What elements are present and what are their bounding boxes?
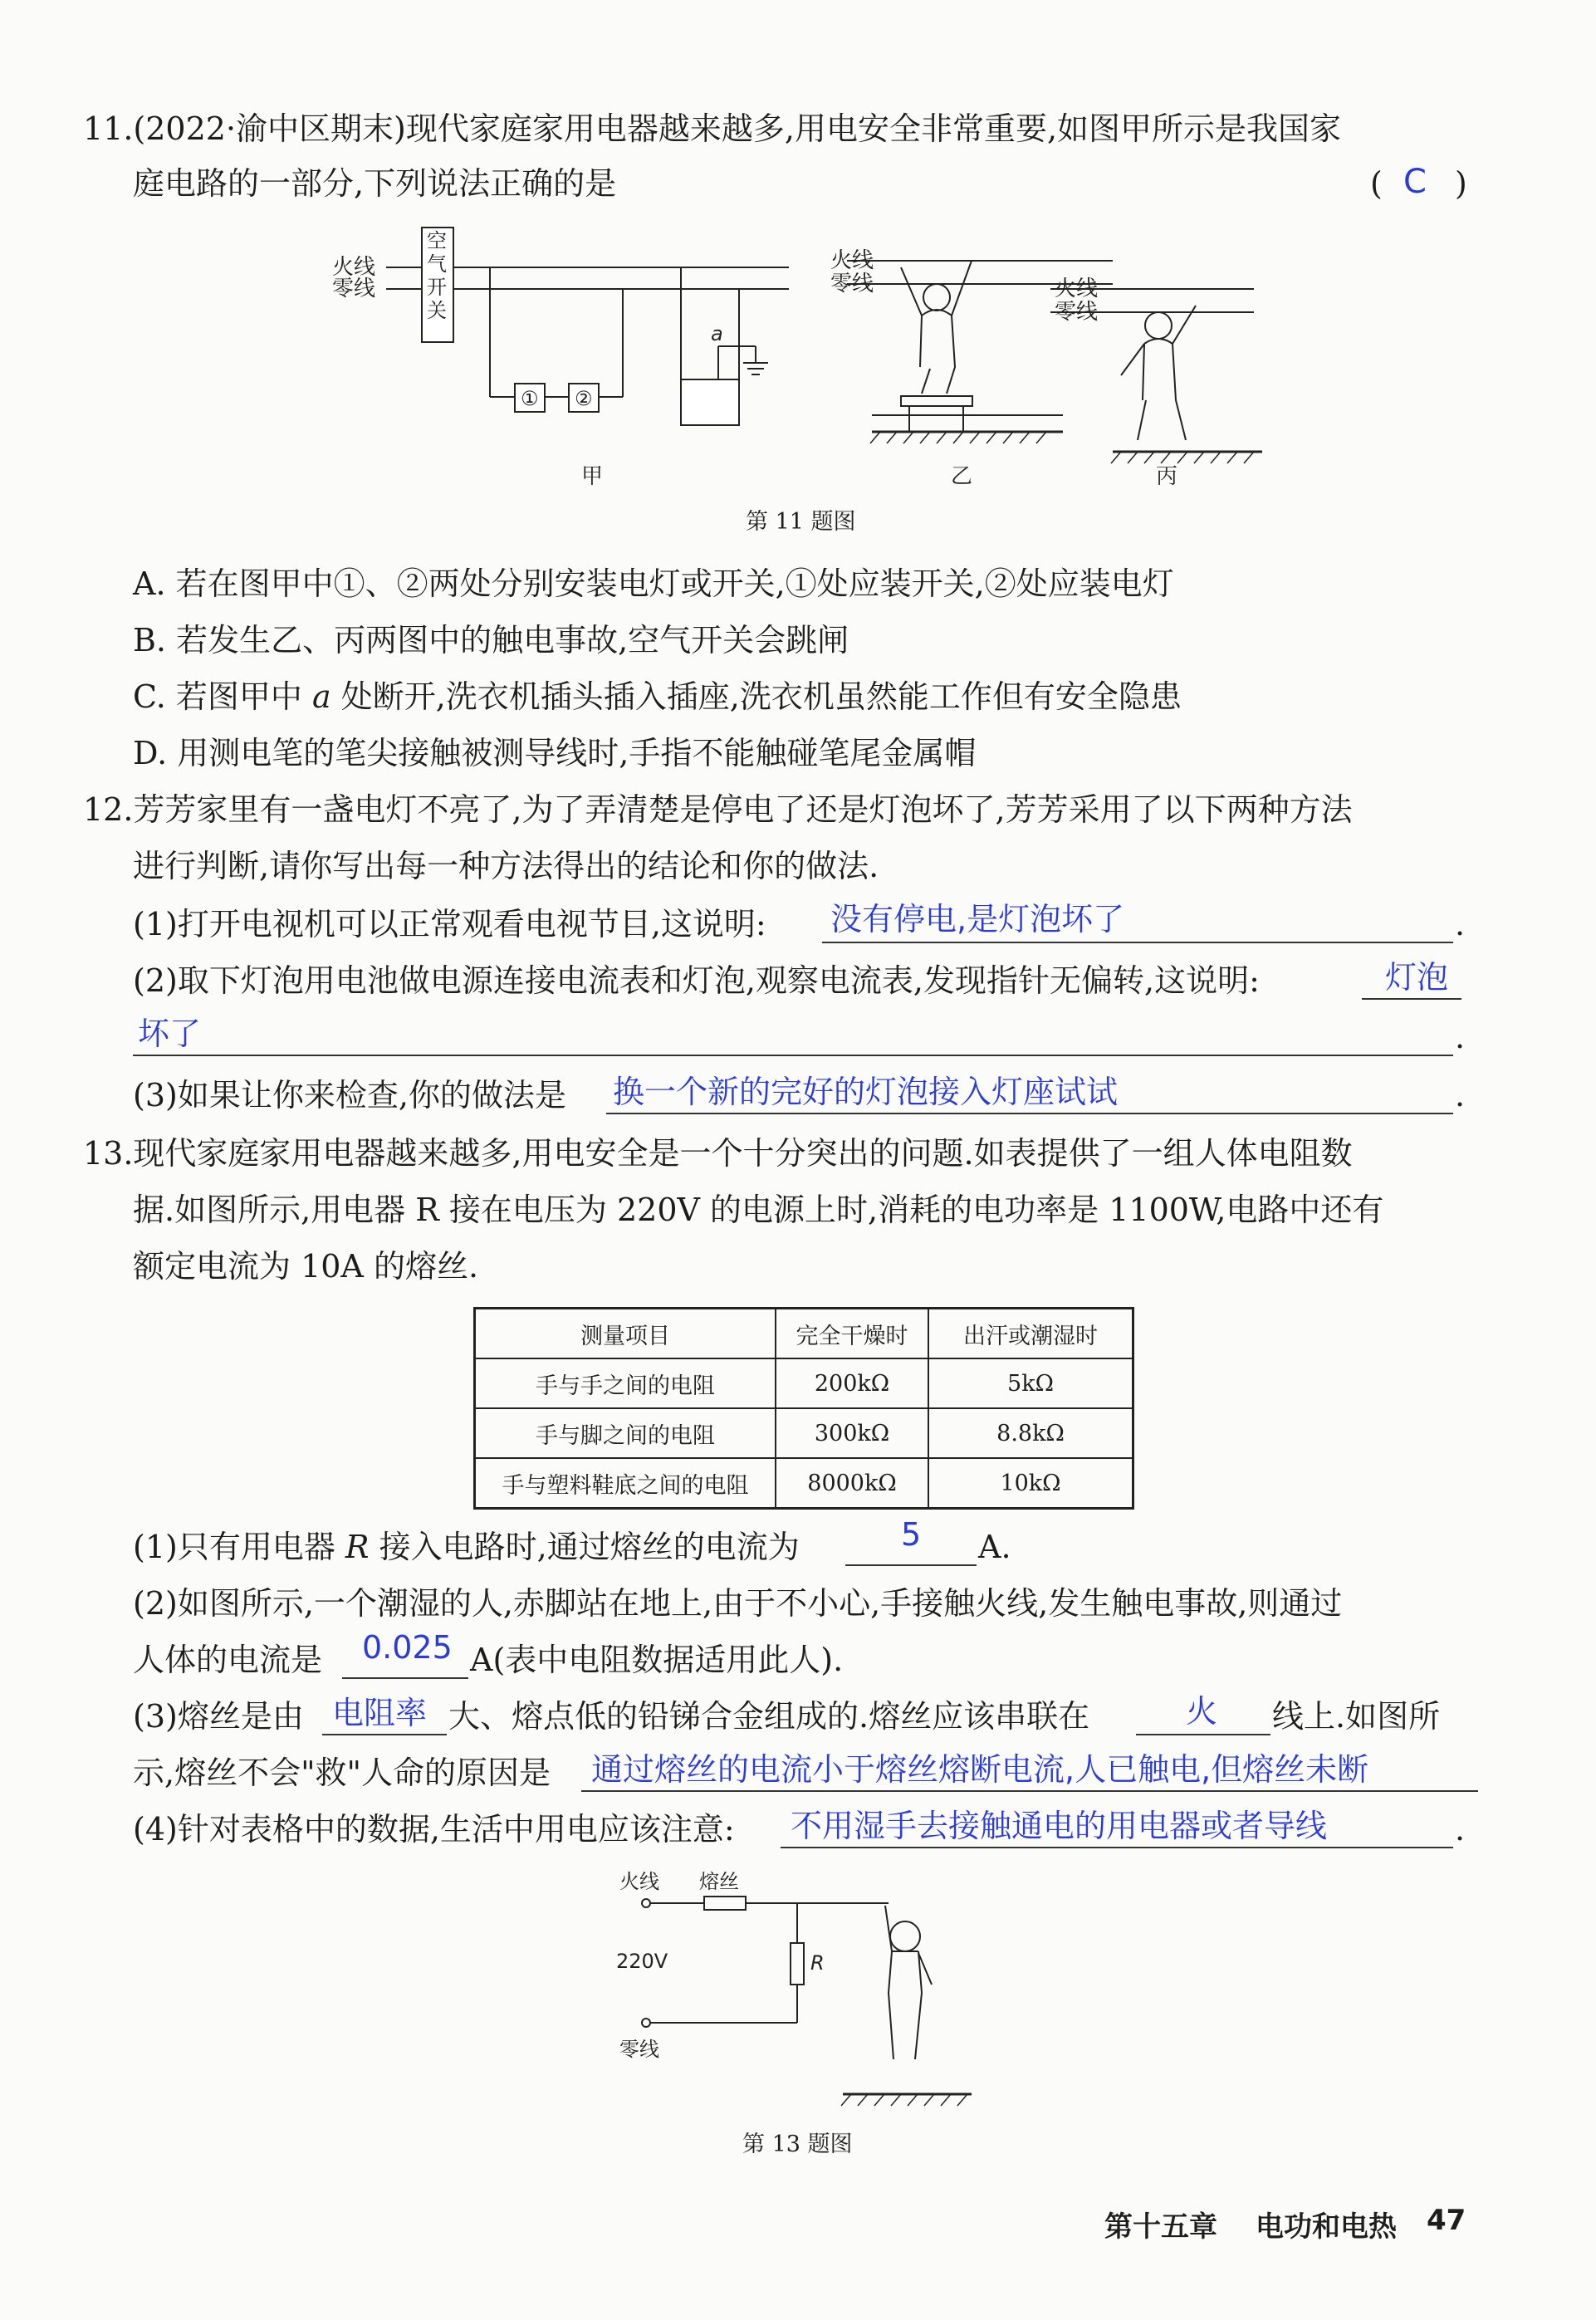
q12-p2-blank-b bbox=[133, 1055, 1453, 1056]
table-cell: 10kΩ bbox=[928, 1458, 1133, 1509]
q13-p2-pre: 人体的电流是 bbox=[133, 1642, 323, 1678]
q11-option-d: D. 用测电笔的笔尖接触被测导线时,手指不能触碰笔尾金属帽 bbox=[133, 735, 977, 771]
q13-p1-answer: 5 bbox=[901, 1516, 922, 1553]
q13-p4-blank bbox=[781, 1847, 1453, 1848]
q13-p1-text: (1)只有用电器 R 接入电路时,通过熔丝的电流为 bbox=[133, 1529, 800, 1565]
q12-p2-period: . bbox=[1455, 1019, 1466, 1055]
q12-p2-text: (2)取下灯泡用电池做电源连接电流表和灯泡,观察电流表,发现指针无偏转,这说明: bbox=[133, 962, 1260, 999]
q12-p2-blank-a bbox=[1362, 998, 1461, 1000]
table-row bbox=[475, 1358, 1133, 1408]
air-switch-label-4: 关 bbox=[427, 299, 447, 322]
q12-p2-answer-b: 坏了 bbox=[138, 1016, 202, 1052]
q11-answer-paren-open: ( bbox=[1370, 165, 1383, 202]
yi-neutral-label: 零线 bbox=[830, 272, 874, 296]
bing-caption: 丙 bbox=[1156, 464, 1178, 489]
q13-p3-post: 线上.如图所 bbox=[1272, 1698, 1441, 1735]
q12-p1-answer: 没有停电,是灯泡坏了 bbox=[830, 901, 1125, 937]
q11-stem-line2: 庭电路的一部分,下列说法正确的是 bbox=[133, 165, 617, 202]
q12-p3-blank bbox=[606, 1113, 1453, 1114]
q11-option-b: B. 若发生乙、丙两图中的触电事故,空气开关会跳闸 bbox=[133, 622, 849, 658]
table-cell: 手与脚之间的电阻 bbox=[475, 1408, 776, 1458]
table-row bbox=[475, 1458, 1133, 1509]
q13-stem-line1: 13.现代家庭家用电器越来越多,用电安全是一个十分突出的问题.如表提供了一组人体电阻数 bbox=[83, 1135, 1353, 1172]
q11-answer: C bbox=[1403, 163, 1427, 201]
page-number: 47 bbox=[1427, 2204, 1466, 2237]
circle-2-label: ② bbox=[575, 387, 593, 410]
jia-neutral-label: 零线 bbox=[332, 277, 376, 301]
q11-option-a: A. 若在图甲中①、②两处分别安装电灯或开关,①处应装开关,②处应装电灯 bbox=[133, 565, 1174, 602]
resistance-table bbox=[473, 1307, 1134, 1510]
q13-p3-mid: 大、熔点低的铅锑合金组成的.熔丝应该串联在 bbox=[448, 1698, 1090, 1735]
table-cell: 200kΩ bbox=[776, 1358, 928, 1408]
q13-p3-answer1: 电阻率 bbox=[332, 1695, 428, 1731]
q13-p3-answer3: 通过熔丝的电流小于熔丝熔断电流,人已触电,但熔丝未断 bbox=[591, 1751, 1369, 1788]
table-header-cell: 测量项目 bbox=[475, 1309, 776, 1359]
q12-stem-line1: 12.芳芳家里有一盏电灯不亮了,为了弄清楚是停电了还是灯泡坏了,芳芳采用了以下两种方法 bbox=[83, 791, 1353, 828]
yi-live-label: 火线 bbox=[830, 248, 874, 273]
jia-caption: 甲 bbox=[581, 464, 604, 489]
table-cell: 5kΩ bbox=[928, 1358, 1133, 1408]
q11-stem-line1: 11.(2022·渝中区期末)现代家庭家用电器越来越多,用电安全非常重要,如图甲所示是我国家 bbox=[83, 110, 1342, 147]
table-cell: 手与塑料鞋底之间的电阻 bbox=[475, 1458, 776, 1509]
q13-p4-answer: 不用湿手去接触通电的用电器或者导线 bbox=[791, 1808, 1328, 1844]
q12-p1-blank bbox=[822, 942, 1453, 943]
table-row bbox=[475, 1408, 1133, 1458]
bing-neutral-label: 零线 bbox=[1055, 300, 1099, 325]
table-header-cell: 完全干燥时 bbox=[776, 1309, 928, 1359]
q12-p1-period: . bbox=[1455, 906, 1466, 942]
table-cell: 手与手之间的电阻 bbox=[475, 1358, 776, 1408]
q13-p4-pre: (4)针对表格中的数据,生活中用电应该注意: bbox=[133, 1811, 735, 1848]
table-cell: 300kΩ bbox=[776, 1408, 928, 1458]
bing-live-label: 火线 bbox=[1055, 277, 1099, 301]
fig13-resistor-label: R bbox=[810, 1951, 825, 1975]
q12-p1-text: (1)打开电视机可以正常观看电视节目,这说明: bbox=[133, 906, 766, 942]
point-a-label: a bbox=[711, 322, 723, 345]
q13-figure-caption: 第 13 题图 bbox=[742, 2132, 853, 2157]
q13-p2-post: A(表中电阻数据适用此人). bbox=[470, 1642, 844, 1678]
fig13-neutral-label: 零线 bbox=[619, 2038, 659, 2061]
q11-answer-paren-close: ) bbox=[1455, 165, 1467, 202]
q11-figure bbox=[316, 218, 1295, 500]
yi-caption: 乙 bbox=[951, 464, 973, 489]
air-switch-label-3: 开 bbox=[427, 276, 447, 299]
q13-p2-line1: (2)如图所示,一个潮湿的人,赤脚站在地上,由于不小心,手接触火线,发生触电事故,则通过 bbox=[133, 1585, 1343, 1622]
q13-p3-blank2 bbox=[1136, 1734, 1270, 1735]
table-header-row bbox=[475, 1309, 1133, 1359]
circle-1-label: ① bbox=[521, 387, 539, 410]
q13-p3-pre: (3)熔丝是由 bbox=[133, 1698, 304, 1735]
q11-option-c: C. 若图甲中 a 处断开,洗衣机插头插入插座,洗衣机虽然能工作但有安全隐患 bbox=[133, 678, 1182, 715]
q12-stem-line2: 进行判断,请你写出每一种方法得出的结论和你的做法. bbox=[133, 848, 879, 884]
q12-p2-answer-a: 灯泡 bbox=[1385, 959, 1449, 996]
q13-p2-blank bbox=[342, 1677, 468, 1679]
footer-title: 电功和电热 bbox=[1256, 2210, 1397, 2244]
q13-figure bbox=[606, 1860, 1005, 2126]
jia-live-label: 火线 bbox=[332, 255, 376, 280]
air-switch-label-1: 空 bbox=[427, 229, 447, 252]
q13-p3-blank3 bbox=[581, 1790, 1478, 1792]
q13-p3-answer2: 火 bbox=[1186, 1693, 1218, 1730]
q13-p3-blank1 bbox=[322, 1734, 447, 1735]
q13-p1-unit: A. bbox=[978, 1529, 1011, 1565]
q13-stem-line3: 额定电流为 10A 的熔丝. bbox=[133, 1248, 479, 1285]
q11-figure-caption: 第 11 题图 bbox=[746, 509, 856, 535]
q13-p1-blank bbox=[845, 1564, 977, 1566]
table-cell: 8000kΩ bbox=[776, 1458, 928, 1509]
q13-stem-line2: 据.如图所示,用电器 R 接在电压为 220V 的电源上时,消耗的电功率是 1100W,电路中还有 bbox=[133, 1192, 1384, 1228]
table-cell: 8.8kΩ bbox=[928, 1408, 1133, 1458]
q12-p3-period: . bbox=[1455, 1077, 1466, 1114]
fig13-fuse-label: 熔丝 bbox=[699, 1870, 739, 1893]
fig13-live-label: 火线 bbox=[619, 1870, 659, 1893]
q13-p3-line2-pre: 示,熔丝不会"救"人命的原因是 bbox=[133, 1755, 551, 1791]
table-header-cell: 出汗或潮湿时 bbox=[928, 1309, 1133, 1359]
fig13-voltage-label: 220V bbox=[616, 1950, 668, 1973]
q13-p2-answer: 0.025 bbox=[362, 1629, 453, 1666]
q12-p3-text: (3)如果让你来检查,你的做法是 bbox=[133, 1077, 566, 1114]
air-switch-label-2: 气 bbox=[427, 252, 447, 276]
q12-p3-answer: 换一个新的完好的灯泡接入灯座试试 bbox=[613, 1074, 1119, 1110]
q13-p4-period: . bbox=[1455, 1811, 1466, 1848]
footer-chapter: 第十五章 bbox=[1104, 2210, 1217, 2244]
